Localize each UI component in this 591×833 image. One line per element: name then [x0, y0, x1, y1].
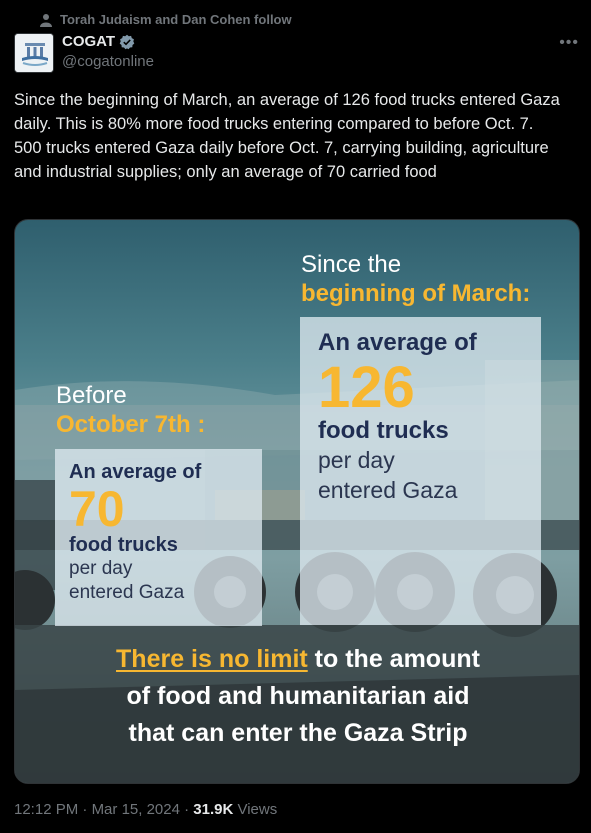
- big-card-food-label: food trucks: [318, 417, 449, 444]
- since-heading-line2: beginning of March:: [301, 280, 531, 307]
- no-limit-line1-rest: to the amount: [307, 645, 480, 673]
- social-context-text[interactable]: Torah Judaism and Dan Cohen follow: [60, 12, 292, 27]
- views-label: Views: [233, 801, 278, 818]
- since-march-heading: [301, 250, 530, 308]
- cogat-logo-icon: [15, 34, 54, 73]
- person-icon: [40, 13, 52, 27]
- meta-separator: ·: [78, 801, 92, 818]
- author-handle[interactable]: @cogatonline: [62, 53, 154, 70]
- verified-badge-icon: [119, 34, 135, 50]
- meta-separator-2: ·: [179, 801, 194, 818]
- small-card-entered: entered Gaza: [69, 582, 185, 603]
- author-block: [62, 33, 154, 70]
- more-options-icon[interactable]: •••: [559, 34, 579, 51]
- before-heading-line1: Before: [56, 382, 127, 409]
- tweet-media-infographic[interactable]: [14, 219, 580, 784]
- big-card-number: 126: [318, 355, 415, 420]
- tweet-date[interactable]: Mar 15, 2024: [91, 801, 180, 818]
- social-context: [40, 12, 292, 27]
- big-card-entered: entered Gaza: [318, 477, 458, 503]
- small-card-average-label: An average of: [69, 461, 202, 483]
- avatar[interactable]: [14, 33, 54, 73]
- small-card-number: 70: [69, 481, 125, 537]
- tweet-meta: [14, 801, 277, 818]
- no-limit-line3: that can enter the Gaza Strip: [128, 719, 468, 747]
- big-card-average-label: An average of: [318, 329, 477, 356]
- before-october-heading: [56, 381, 205, 439]
- before-october-stat-card: [55, 449, 262, 626]
- tweet-text: Since the beginning of March, an average of 126 food trucks entered Gaza daily. This is 80% more food trucks entering compared to before Oct. 7. 500 trucks entered Gaza daily before Oct. 7, carrying building, agriculture and industrial supplies; only an average of 70 carried food: [14, 91, 560, 181]
- before-heading-line2: October 7th :: [56, 411, 206, 438]
- no-limit-statement: [15, 641, 580, 752]
- author-name[interactable]: COGAT: [62, 33, 116, 50]
- since-heading-line1: Since the: [301, 251, 402, 278]
- no-limit-highlight: There is no limit: [116, 645, 308, 673]
- views-count[interactable]: 31.9K: [193, 801, 234, 818]
- big-card-per-day: per day: [318, 447, 395, 473]
- tweet-time[interactable]: 12:12 PM: [14, 801, 79, 818]
- since-march-stat-card: [300, 317, 541, 625]
- small-card-food-label: food trucks: [69, 534, 178, 556]
- small-card-per-day: per day: [69, 558, 133, 579]
- no-limit-line1: [15, 641, 580, 678]
- no-limit-line2: of food and humanitarian aid: [126, 682, 470, 710]
